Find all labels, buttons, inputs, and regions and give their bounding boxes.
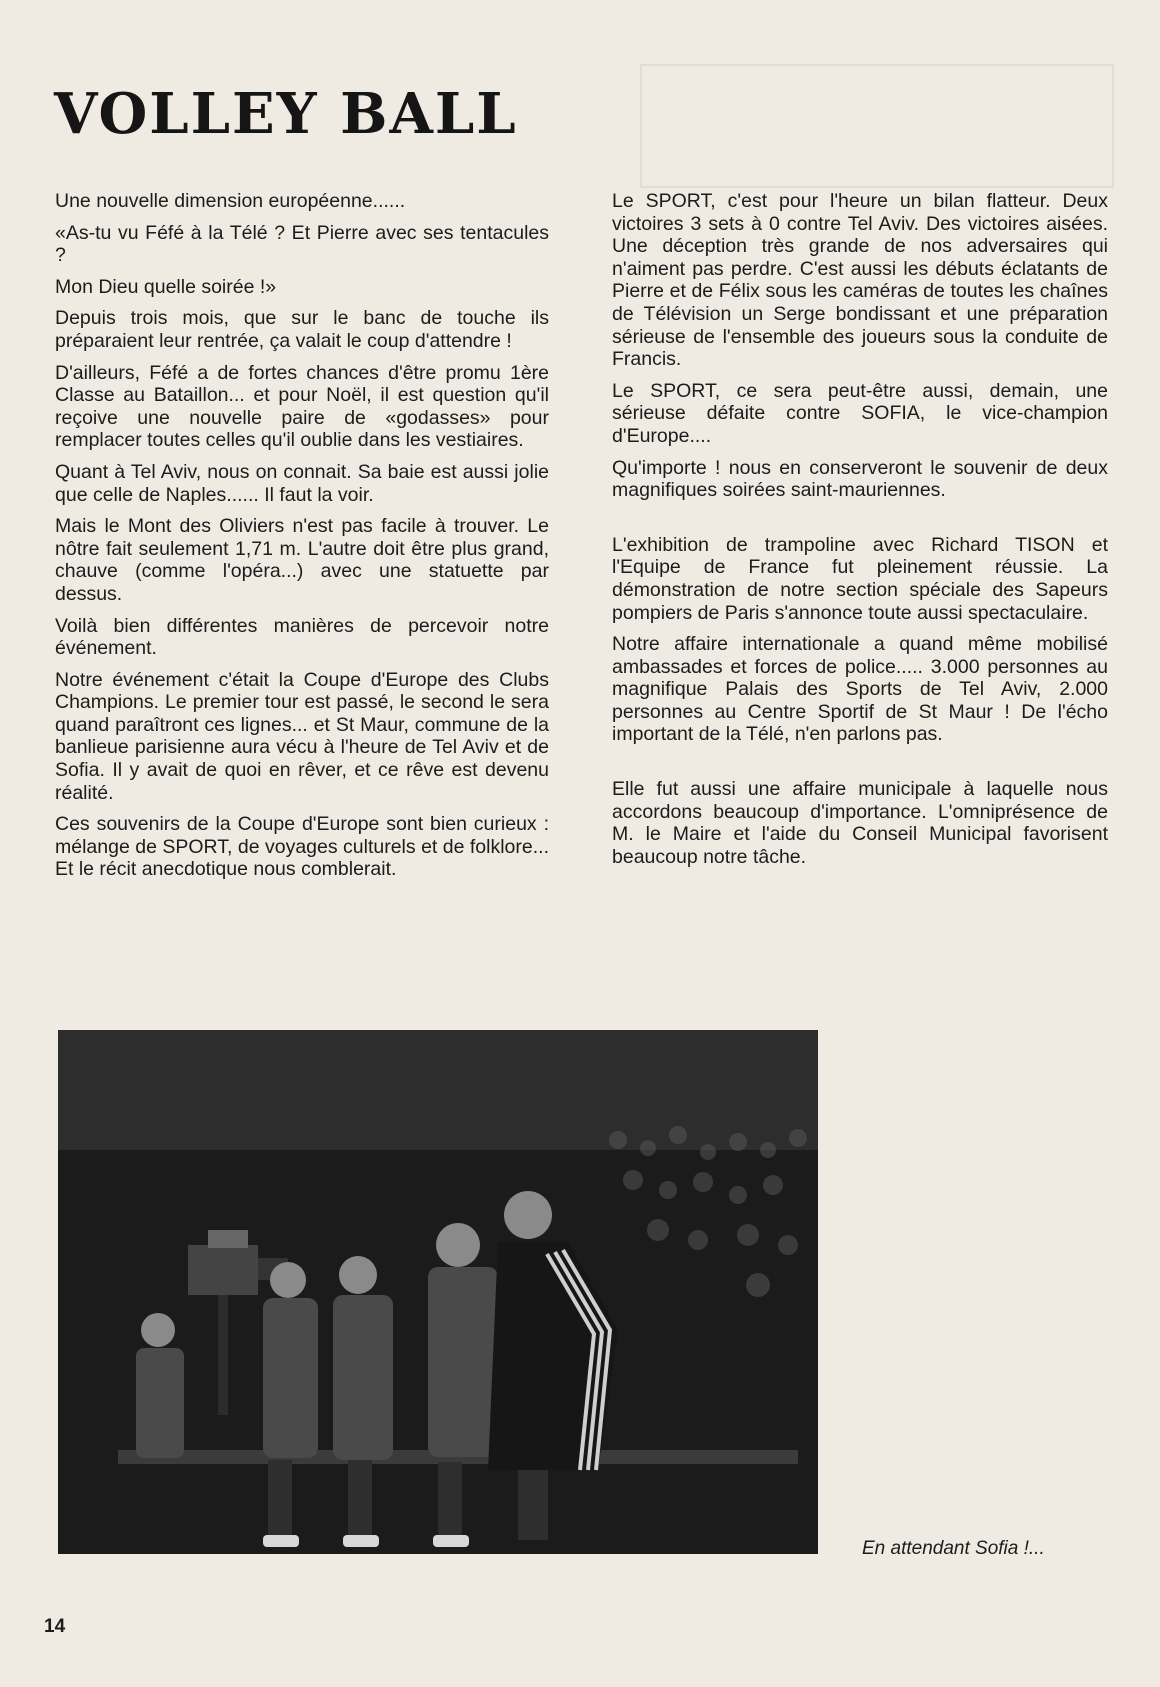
paragraph: Qu'importe ! nous en conserveront le souvenir de deux magnifiques soirées saint-mauriennes. [612,456,1108,502]
paragraph: Le SPORT, c'est pour l'heure un bilan flatteur. Deux victoires 3 sets à 0 contre Tel Aviv. Des victoires aisées. Une déception très grande de nos adversaires qui n'aiment pas perdre. C'est aussi les débuts éclatants de Pierre et de Félix sous les caméras de toutes les chaînes de Télévision un Serge bondissant et une préparation sérieuse de l'ensemble des joueurs sous la conduite de Francis. [612,190,1108,371]
paragraph: Voilà bien différentes manières de percevoir notre événement. [55,614,549,660]
show-through-decoration [640,64,1114,188]
paragraph: Le SPORT, ce sera peut-être aussi, demain, une sérieuse défaite contre SOFIA, le vice-champion d'Europe.... [612,379,1108,447]
left-column [55,190,549,890]
paragraph: Notre affaire internationale a quand même mobilisé ambassades et forces de police..... 3.000 personnes au magnifique Palais des Sports de Tel Aviv, 2.000 personnes au Centre Sportif de St Maur ! De l'écho important de la Télé, n'en parlons pas. [612,633,1108,746]
paragraph: Notre événement c'était la Coupe d'Europe des Clubs Champions. Le premier tour est passé, le second le sera quand paraîtront ces lignes... et St Maur, commune de la banlieue parisienne aura vécu à l'heure de Tel Aviv et de Sofia. Il y avait de quoi en rêver, et ce rêve est devenu réalité. [55,668,549,804]
team-bench-photo [58,1030,818,1554]
paragraph: Depuis trois mois, que sur le banc de touche ils préparaient leur rentrée, ça valait le coup d'attendre ! [55,307,549,352]
paragraph: «As-tu vu Féfé à la Télé ? Et Pierre avec ses tentacules ? [55,221,549,267]
photo-caption: En attendant Sofia !... [862,1538,1045,1559]
paragraph: Quant à Tel Aviv, nous on connait. Sa baie est aussi jolie que celle de Naples...... Il faut la voir. [55,460,549,506]
page-number: 14 [44,1616,66,1637]
paragraph: Mon Dieu quelle soirée !» [55,275,277,298]
paragraph: Elle fut aussi une affaire municipale à laquelle nous accordons beaucoup d'importance. L'omniprésence de M. le Maire et l'aide du Conseil Municipal favorisent beaucoup notre tâche. [612,778,1108,868]
paragraph: Ces souvenirs de la Coupe d'Europe sont bien curieux : mélange de SPORT, de voyages culturels et de folklore... Et le récit anecdotique nous comblerait. [55,813,549,881]
photo-illustration [58,1030,818,1554]
page-title: VOLLEY BALL [54,81,518,147]
paragraph: Une nouvelle dimension européenne...... [55,190,406,212]
paragraph: L'exhibition de trampoline avec Richard TISON et l'Equipe de France fut pleinement réussie. La démonstration de notre section spéciale des Sapeurs pompiers de Paris s'annonce toute aussi spectaculaire. [612,533,1108,624]
paragraph: Mais le Mont des Oliviers n'est pas facile à trouver. Le nôtre fait seulement 1,71 m. L'autre doit être plus grand, chauve (comme l'opéra...) avec une statuette par dessus. [55,515,549,605]
paragraph: D'ailleurs, Féfé a de fortes chances d'être promu 1ère Classe au Bataillon... et pour Noël, il est question qu'il reçoive une nouvelle paire de «godasses» pour remplacer toutes celles qu'il oublie dans les vestiaires. [55,361,549,452]
right-column [612,190,1108,877]
